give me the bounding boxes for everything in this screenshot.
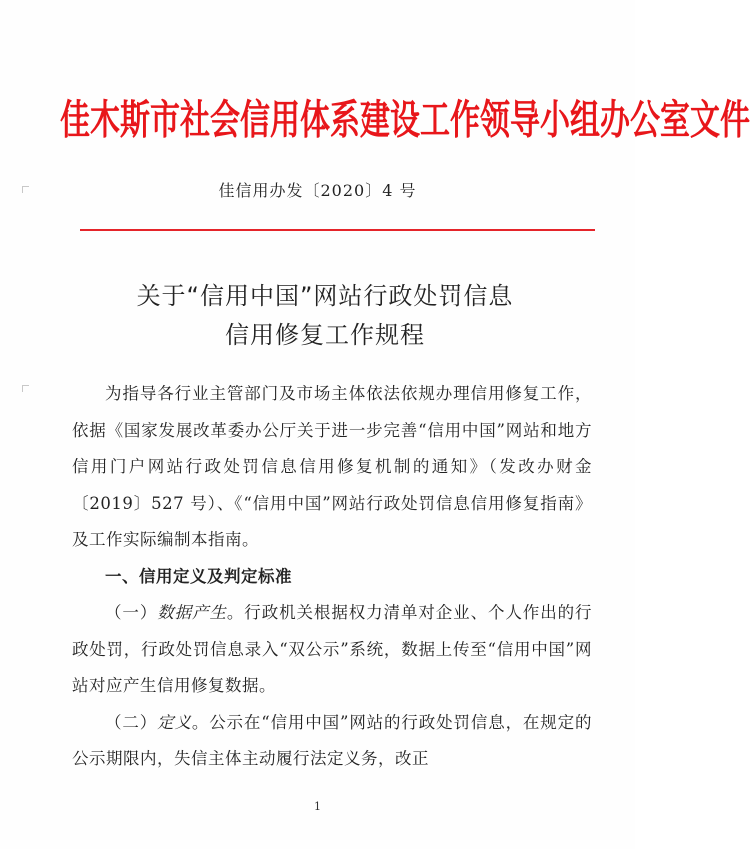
intro-paragraph: 为指导各行业主管部门及市场主体依法依规办理信用修复工作，依据《国家发展改革委办公厅关于进一步完善“信用中国”网站和地方信用门户网站行政处罚信息信用修复机制的通知》（发改办财金〔2019〕527 号）、《“信用中国”网站行政处罚信息信用修复指南》及工作实际编制本指南。 [72, 384, 592, 549]
section-heading: 一、信用定义及判定标准 [105, 566, 292, 586]
document-body [72, 376, 592, 778]
page-number: 1 [314, 800, 321, 813]
item-keyword: 定义 [157, 712, 192, 732]
document-title-line-2: 信用修复工作规程 [225, 321, 425, 349]
item-label: （一） [105, 603, 158, 622]
item-text: 。行政机关根据权力清单对企业、个人作出的行政处罚，行政处罚信息录入“双公示”系统，数据上传至“信用中国”网站对应产生信用修复数据。 [72, 603, 593, 695]
item-paragraph-1 [72, 595, 592, 705]
red-separator-line [80, 229, 595, 231]
issuing-org-header: 佳木斯市社会信用体系建设工作领导小组办公室文件 [60, 96, 750, 145]
document-title-line-1: 关于“信用中国”网站行政处罚信息 [136, 282, 514, 310]
item-keyword: 数据产生 [157, 603, 227, 622]
item-text: 。公示在“信用中国”网站的行政处罚信息，在规定的公示期限内，失信主体主动履行法定义务，改正 [72, 712, 593, 768]
document-number: 佳信用办发〔2020〕4 号 [218, 181, 417, 200]
scan-margin-mark [22, 385, 29, 392]
item-label: （二） [105, 712, 158, 732]
item-paragraph-2 [72, 705, 592, 778]
